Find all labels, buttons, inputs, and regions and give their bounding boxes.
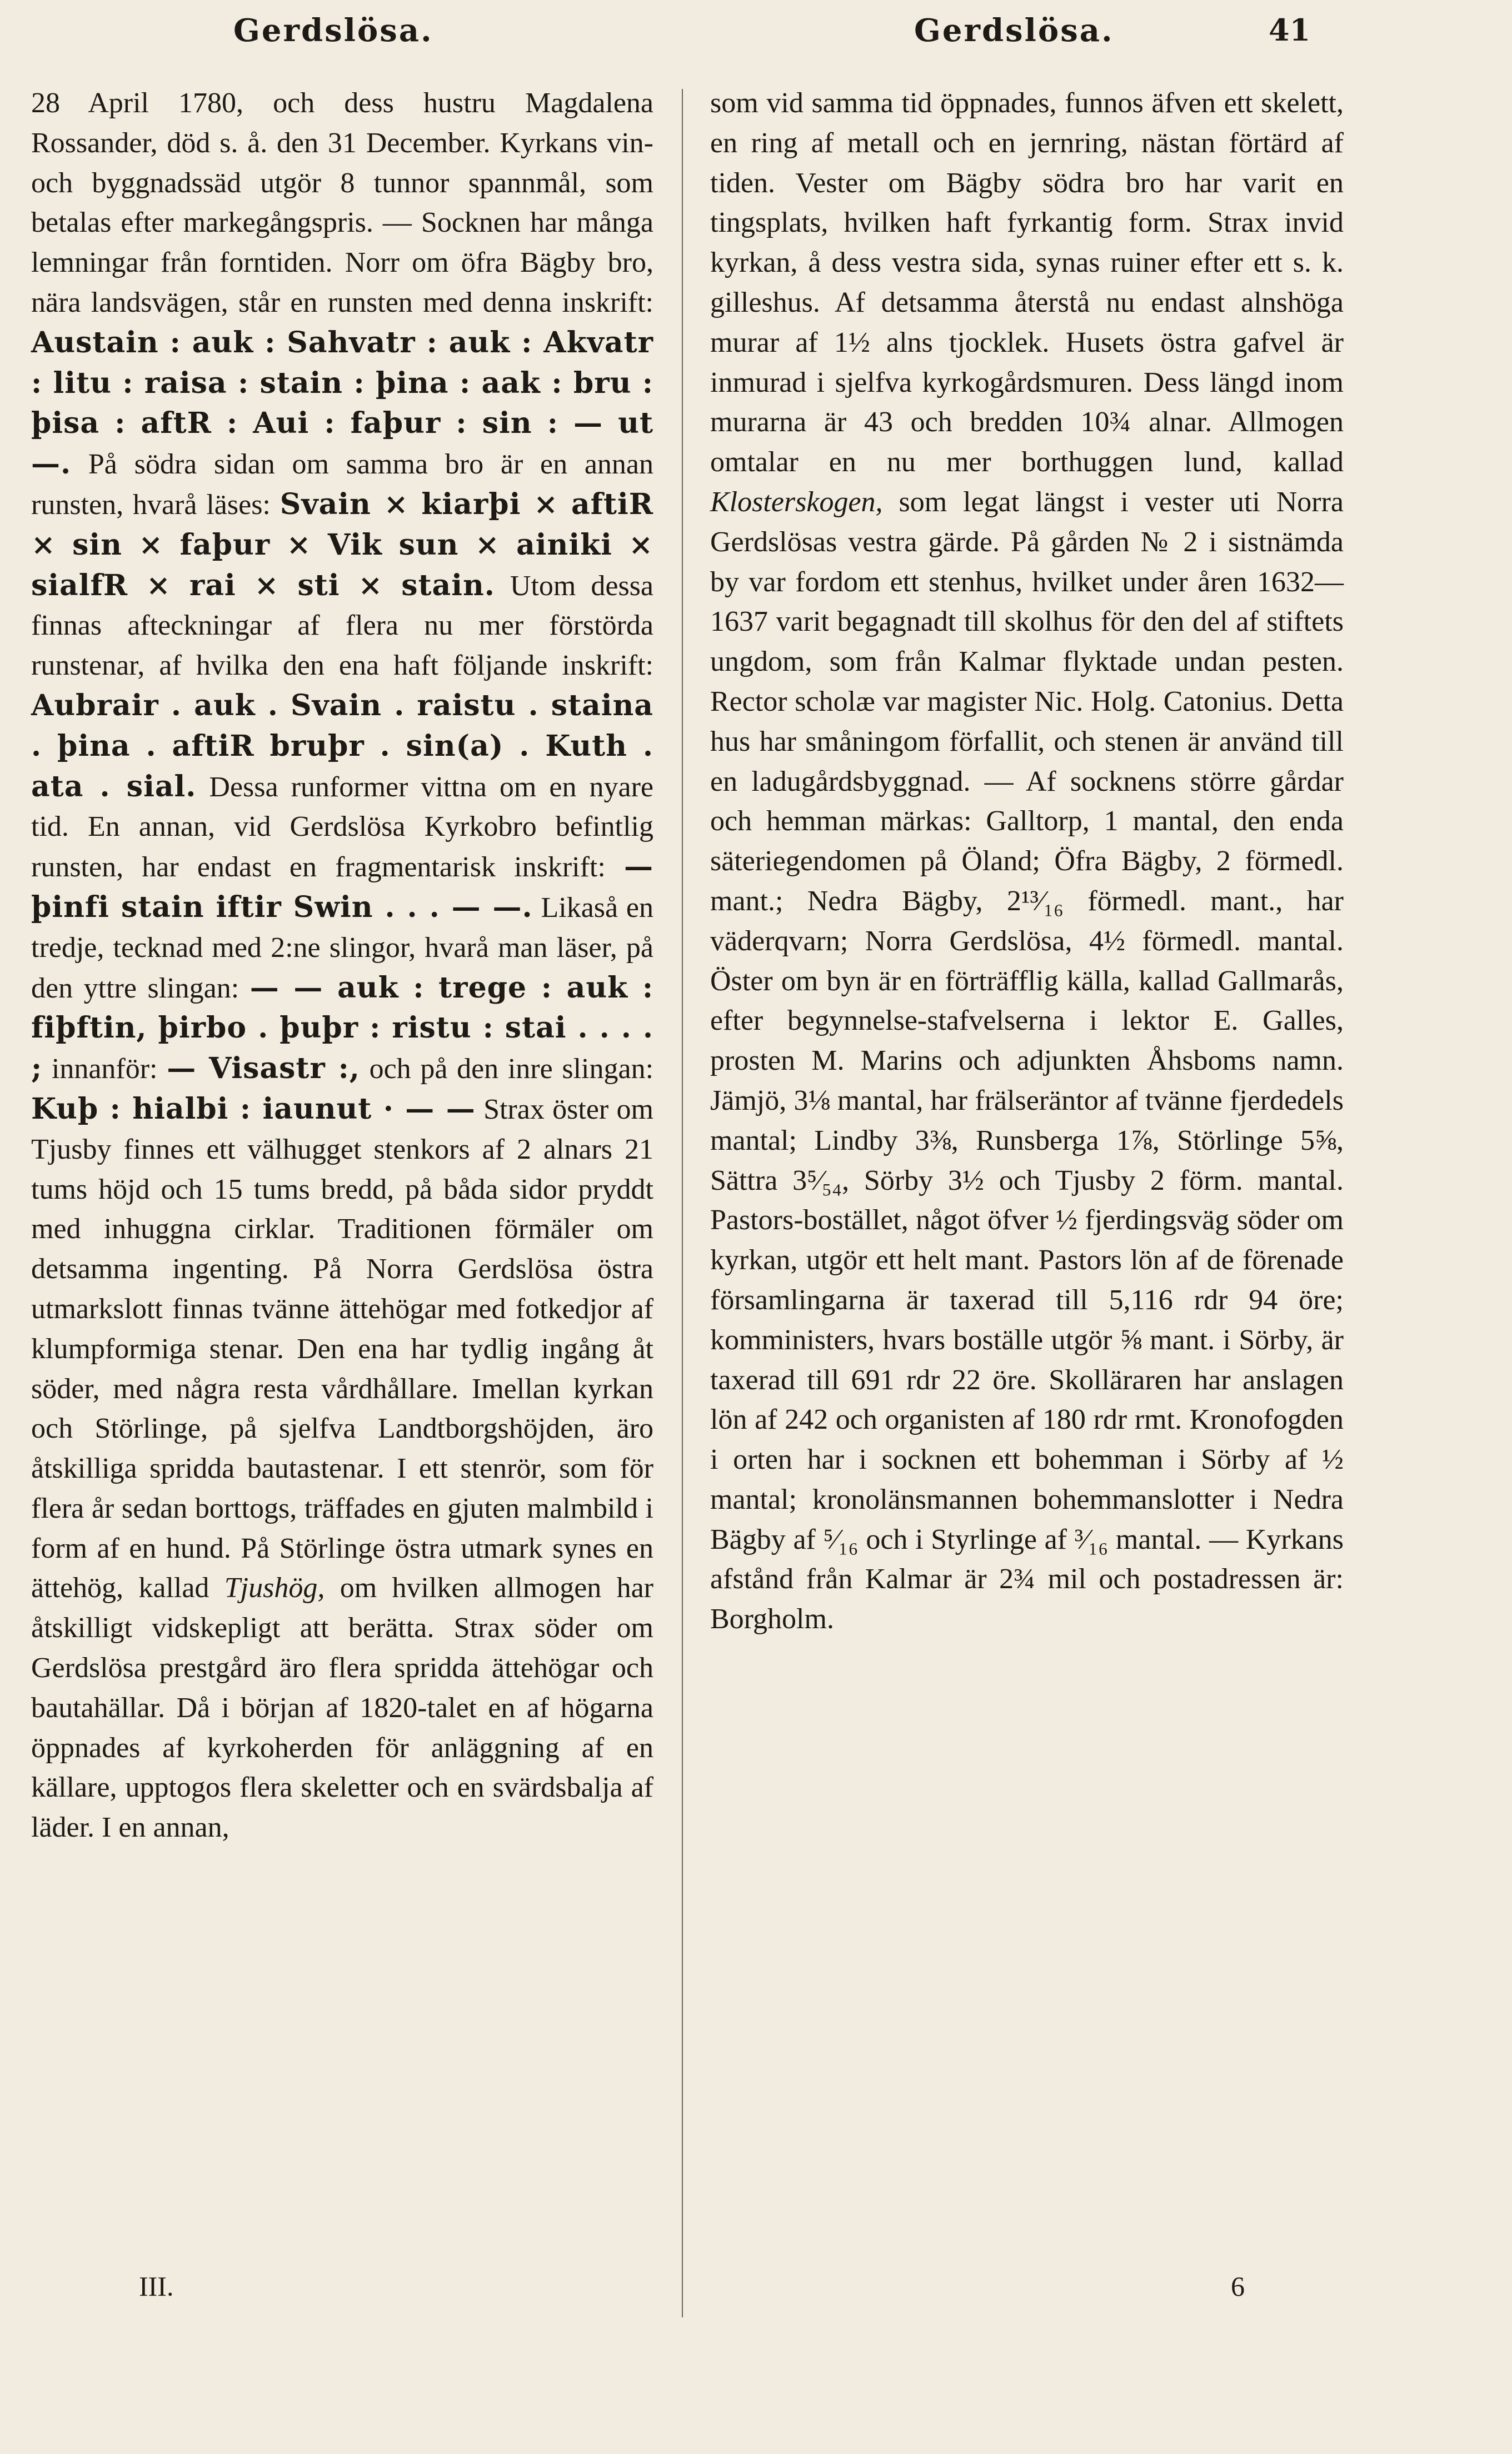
page-number: 41 — [1269, 12, 1311, 48]
rune-inscription-1: Austain : auk : Sahvatr : auk : Akvatr : litu : raisa : stain : þina : aak : bru : þisa : aftR : Aui : faþur : sin : — ut —. — [31, 325, 653, 481]
text-p2: På södra sidan om samma bro är en annan runsten, hvarå läses: — [31, 448, 654, 521]
rune-inscription-5: — — auk : trege : auk : fiþftin, þirbo . þuþr : ristu : stai . . . . ; — [31, 970, 654, 1086]
running-head-right: Gerdslösa. — [914, 12, 1114, 49]
text-p4: Dessa runformer vittna om en nyare tid. En annan, vid Gerdslösa Kyrkobro befintlig runsten, har endast en fragmentarisk inskrift: — [31, 771, 654, 884]
text-p1: 28 April 1780, och dess hustru Magdalena Rossander, död s. å. den 31 December. Kyrkans vin- och byggnadssäd utgör 8 tunnor spannmål, som betalas efter markegångspris. — Socknen har många lemningar från forntiden. Norr om öfra Bägby bro, nära landsvägen, står en runsten med denna inskrift: — [31, 87, 653, 318]
page-header — [0, 0, 1512, 72]
rune-inscription-6: — Visastr :, — [167, 1051, 360, 1086]
text-p8-end: om hvilken allmogen har åtskilligt vidskepligt att berätta. Strax söder om Gerdslösa prestgård äro flera spridda ättehögar och bautahällar. Då i början af 1820-talet en af högarna öppnades af kyrkoherden för anläggning af en källare, upptogos flera skeletter och en svärdsbalja af läder. I en annan, — [31, 1572, 653, 1844]
running-head-left: Gerdslösa. — [233, 12, 433, 49]
text-p6: innanför: — [51, 1053, 158, 1085]
column-divider — [682, 89, 683, 2317]
signature-mark-right: 6 — [1231, 2271, 1245, 2302]
text-p3: Utom dessa finnas afteckningar af flera nu mer förstörda runstenar, af hvilka den ena haft följande inskrift: — [31, 570, 653, 682]
rune-inscription-2: Svain × kiarþi × aftiR × sin × faþur × Vik sun × ainiki × sialfR × rai × sti × stain. — [31, 487, 653, 602]
rune-inscription-3: Aubrair . auk . Svain . raistu . staina . þina . aftiR bruþr . sin(a) . Kuth . ata . sial. — [31, 688, 653, 804]
text-p8: Strax öster om Tjusby finnes ett välhugget stenkors af 2 alnars 21 tums höjd och 15 tums bredd, på båda sidor pryddt med inhuggna cirklar. Traditionen förmäler om detsamma ingenting. På Norra Gerdslösa östra utmarkslott finnas tvänne ättehögar med fotkedjor af klumpformiga stenar. Den ena har tydlig ingång åt söder, med några resta vårdhållare. Imellan kyrkan och Störlinge, på sjelfva Landtborgshöjden, äro åtskilliga spridda bautastenar. I ett stenrör, som för flera år sedan borttogs, träffades en gjuten malmbild i form af en hund. På Störlinge östra utmark synes en ättehög, kallad — [31, 1093, 654, 1604]
rune-inscription-4: — þinfi stain iftir Swin . . . — —. — [31, 850, 654, 924]
text-r3: Galltorp, 1 mantal, den enda säteriegendomen på Öland; Öfra Bägby, 2 förmedl. mant.; Nedra Bägby, 2¹³⁄₁₆ förmedl. mant., har väderqvarn; Norra Gerdslösa, 4½ förmedl. mantal. Öster om byn är en förträfflig källa, kallad Gallmarås, efter begynnelse-stafvelserna i lektor E. Galles, prosten M. Marins och adjunkten Åhsboms namn. Jämjö, 3⅛ mantal, har frälseräntor af tvänne fjerdedels mantal; Lindby 3⅜, Runsberga 1⅞, Störlinge 5⅝, Sättra 3⁵⁄₅₄, Sörby 3½ och Tjusby 2 förm. mantal. Pastors-bostället, något öfver ½ fjerdingsväg söder om kyrkan, utgör ett helt mant. Pastors lön af de förenade församlingarna är taxerad till 5,116 rdr 94 öre; komministers, hvars boställe utgör ⅝ mant. i Sörby, är taxerad till 691 rdr 22 öre. Skolläraren har anslagen lön af 242 och organisten af 180 rdr rmt. Kronofogden i orten har i socknen ett bohemman i Sörby af ½ mantal; kronolänsmannen bohemmanslotter i Nedra Bägby af ⁵⁄₁₆ och i Styrlinge af ³⁄₁₆ mantal. — Kyrkans afstånd från Kalmar är 2¾ mil och postadressen är: Borgholm. — [710, 805, 1344, 1635]
signature-mark-left: III. — [139, 2271, 174, 2302]
italic-place-name: Tjushög, — [224, 1572, 325, 1604]
paragraph — [710, 83, 1344, 1639]
rune-inscription-7: Kuþ : hialbi : iaunut · — — — [31, 1091, 476, 1126]
italic-place-name: Klosterskogen, — [710, 486, 883, 518]
text-p5: Likaså en tredje, tecknad med 2:ne slingor, hvarå man läser, på den yttre slingan: — [31, 891, 654, 1004]
text-r2: som legat längst i vester uti Norra Gerdslösas vestra gärde. På gården № 2 i sistnämda by var fordom ett stenhus, hvilket under åren 1632—1637 varit begagnadt till skolhus för den del af stiftets ungdom, som från Kalmar flyktade undan pesten. Rector scholæ var magister Nic. Holg. Catonius. Detta hus har småningom förfallit, och stenen är använd till en ladugårdsbyggnad. — Af socknens större gårdar och hemman märkas: — [710, 486, 1344, 837]
paragraph — [31, 83, 653, 1848]
text-p7: och på den inre slingan: — [369, 1053, 654, 1085]
text-r1: som vid samma tid öppnades, funnos äfven ett skelett, en ring af metall och en jernring, nästan förtärd af tiden. Vester om Bägby södra bro har varit en tingsplats, hvilken haft fyrkantig form. Strax invid kyrkan, å dess vestra sida, synas ruiner efter ett s. k. gilleshus. Af detsamma återstå nu endast alnshöga murar af 1½ alns tjocklek. Husets östra gafvel är inmurad i sjelfva kyrkogårdsmuren. Dess längd inom murarna är 43 och bredden 10¾ alnar. Allmogen omtalar en nu mer borthuggen lund, kallad — [710, 87, 1344, 478]
right-column — [710, 83, 1344, 1639]
left-column — [31, 83, 653, 1848]
